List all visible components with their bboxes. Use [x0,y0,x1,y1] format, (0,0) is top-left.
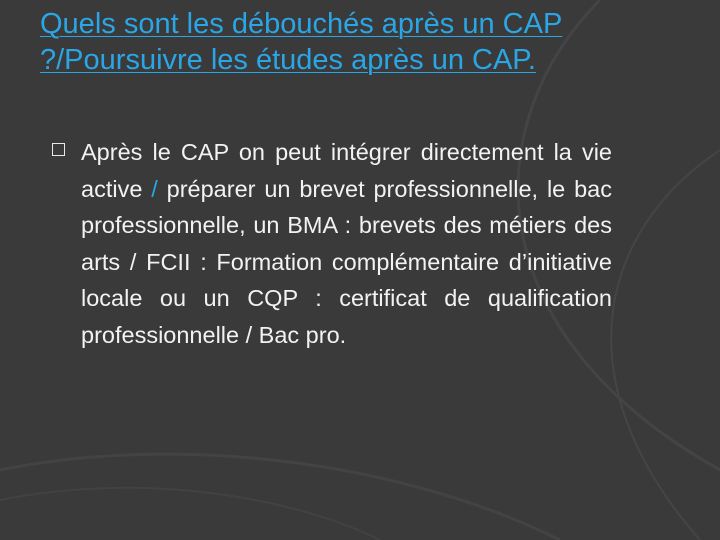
bullet-text-part-2: préparer un brevet professionnelle, le bac professionnelle, un BMA : brevets des métiers des arts / FCII : Formation complémentaire d’initiative locale ou un CQP : certificat de qualification professionnelle / Bac pro. [81,175,612,348]
bullet-item [52,134,612,354]
bullet-text-part-1: Après le CAP on peut intégrer directement la vie active [81,139,612,202]
square-bullet-icon [52,143,65,156]
bullet-text [81,134,612,354]
slide-title: Quels sont les débouchés après un CAP ?/Poursuivre les études après un CAP. [40,8,563,76]
bullet-separator: / [151,175,158,202]
